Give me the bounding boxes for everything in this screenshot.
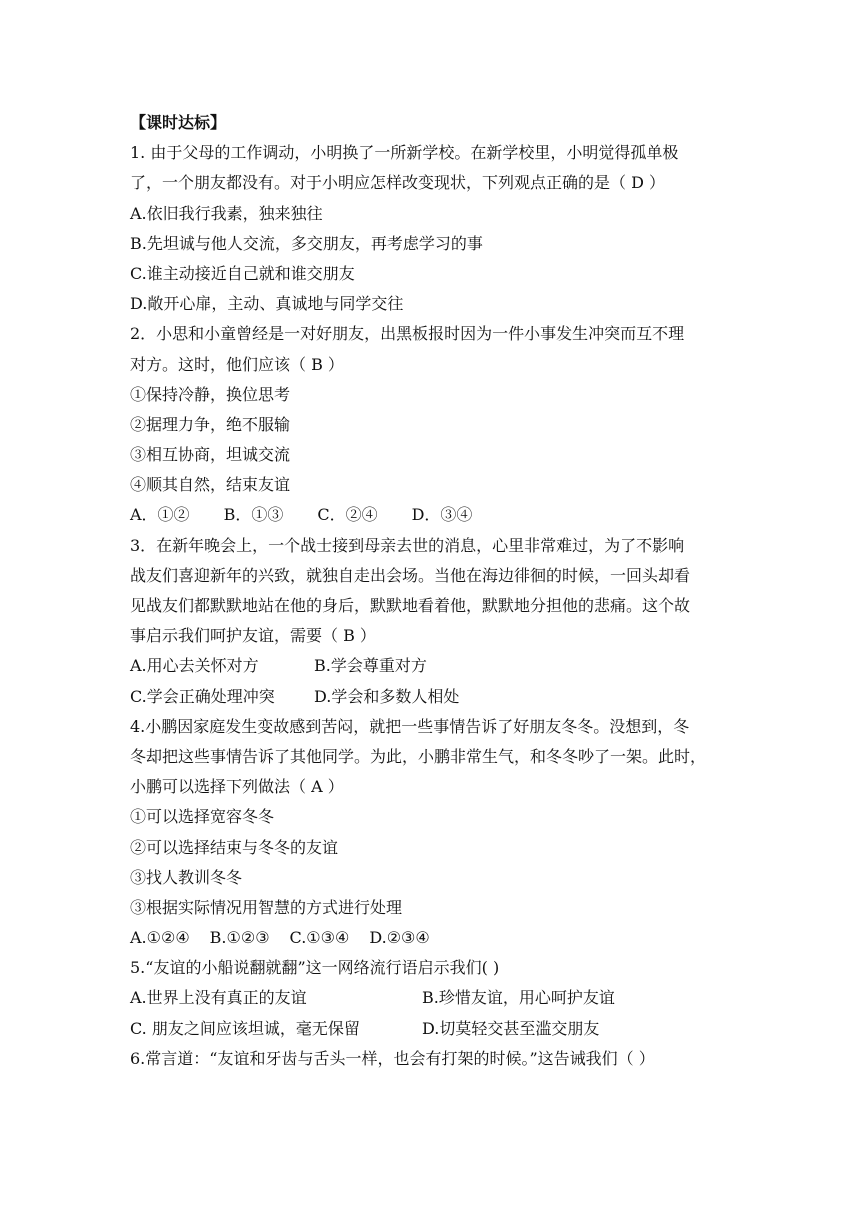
question-5 xyxy=(130,953,740,1044)
question-3-option-b: B.学会尊重对方 xyxy=(314,656,427,676)
question-1-option-b: B.先坦诚与他人交流，多交朋友，再考虑学习的事 xyxy=(130,233,483,253)
question-2-options xyxy=(130,500,740,530)
question-4-option-d: D.②③④ xyxy=(369,928,430,948)
question-2-stem-line-2: 对方。这时，他们应该（ B ） xyxy=(130,354,344,374)
question-1 xyxy=(130,138,740,319)
question-6 xyxy=(130,1044,740,1074)
question-4-item-3: ③找人教训冬冬 xyxy=(130,867,243,887)
question-1-option-d: D.敞开心扉，主动、真诚地与同学交往 xyxy=(130,294,404,314)
question-4-stem-line-1: 4.小鹏因家庭发生变故感到苦闷，就把一些事情告诉了好朋友冬冬。没想到，冬 xyxy=(130,716,690,736)
question-4-stem-line-2: 冬却把这些事情告诉了其他同学。为此，小鹏非常生气，和冬冬吵了一架。此时， xyxy=(130,746,707,766)
question-2-item-2: ②据理力争，绝不服输 xyxy=(130,414,291,434)
question-4-options xyxy=(130,923,740,953)
question-6-stem: 6.常言道：“友谊和牙齿与舌头一样，也会有打架的时候。”这告诫我们（ ） xyxy=(130,1048,655,1068)
question-4-option-b: B.①②③ xyxy=(209,928,270,948)
question-3-stem-line-2: 战友们喜迎新年的兴致，就独自走出会场。当他在海边徘徊的时候，一回头却看 xyxy=(130,565,691,585)
question-1-option-c: C.谁主动接近自己就和谁交朋友 xyxy=(130,263,355,283)
question-3 xyxy=(130,531,740,712)
section-heading: 【课时达标】 xyxy=(130,113,227,132)
question-2-option-a: A．①② xyxy=(130,505,190,525)
question-2-item-1: ①保持冷静，换位思考 xyxy=(130,384,291,404)
question-3-option-d: D.学会和多数人相处 xyxy=(314,686,460,706)
worksheet-page xyxy=(130,108,740,1074)
question-2-option-d: D．③④ xyxy=(411,505,473,525)
question-2-item-3: ③相互协商，坦诚交流 xyxy=(130,445,291,465)
question-2-option-b: B．①③ xyxy=(223,505,284,525)
question-5-options-row-1 xyxy=(130,983,740,1013)
question-3-stem-line-4: 事启示我们呵护友谊，需要（ B ） xyxy=(130,626,376,646)
question-4-item-1: ①可以选择宽容冬冬 xyxy=(130,807,275,827)
question-5-option-b: B.珍惜友谊，用心呵护友谊 xyxy=(422,988,615,1008)
question-4-item-2: ②可以选择结束与冬冬的友谊 xyxy=(130,837,339,857)
question-3-option-c: C.学会正确处理冲突 xyxy=(130,686,275,706)
question-1-option-a: A.依旧我行我素，独来独往 xyxy=(130,203,323,223)
question-5-option-c: C. 朋友之间应该坦诚，毫无保留 xyxy=(130,1018,360,1038)
question-1-stem-line-1: 1. 由于父母的工作调动，小明换了一所新学校。在新学校里，小明觉得孤单极 xyxy=(130,143,679,163)
question-5-option-d: D.切莫轻交甚至滥交朋友 xyxy=(422,1018,600,1038)
question-5-options-row-2 xyxy=(130,1014,740,1044)
question-3-options-row-1 xyxy=(130,651,740,681)
question-4-option-a: A.①②④ xyxy=(130,928,190,948)
question-4-option-c: C.①③④ xyxy=(289,928,350,948)
question-5-option-a: A.世界上没有真正的友谊 xyxy=(130,988,307,1008)
question-2-stem-line-1: 2．小思和小童曾经是一对好朋友，出黑板报时因为一件小事发生冲突而互不理 xyxy=(130,324,685,344)
question-2 xyxy=(130,319,740,530)
question-5-stem: 5.“友谊的小船说翻就翻”这一网络流行语启示我们( ) xyxy=(130,958,500,978)
question-3-options-row-2 xyxy=(130,682,740,712)
question-2-option-c: C．②④ xyxy=(317,505,378,525)
question-4 xyxy=(130,712,740,954)
question-3-stem-line-3: 见战友们都默默地站在他的身后，默默地看着他，默默地分担他的悲痛。这个故 xyxy=(130,596,691,615)
question-2-item-4: ④顺其自然，结束友谊 xyxy=(130,475,291,495)
question-4-stem-line-3: 小鹏可以选择下列做法（ A ） xyxy=(130,777,344,797)
question-4-item-4: ③根据实际情况用智慧的方式进行处理 xyxy=(130,897,403,917)
question-1-stem-line-2: 了，一个朋友都没有。对于小明应怎样改变现状，下列观点正确的是（ D ） xyxy=(130,173,666,193)
question-3-stem-line-1: 3．在新年晚会上，一个战士接到母亲去世的消息，心里非常难过，为了不影响 xyxy=(130,535,685,555)
question-3-option-a: A.用心去关怀对方 xyxy=(130,656,259,676)
